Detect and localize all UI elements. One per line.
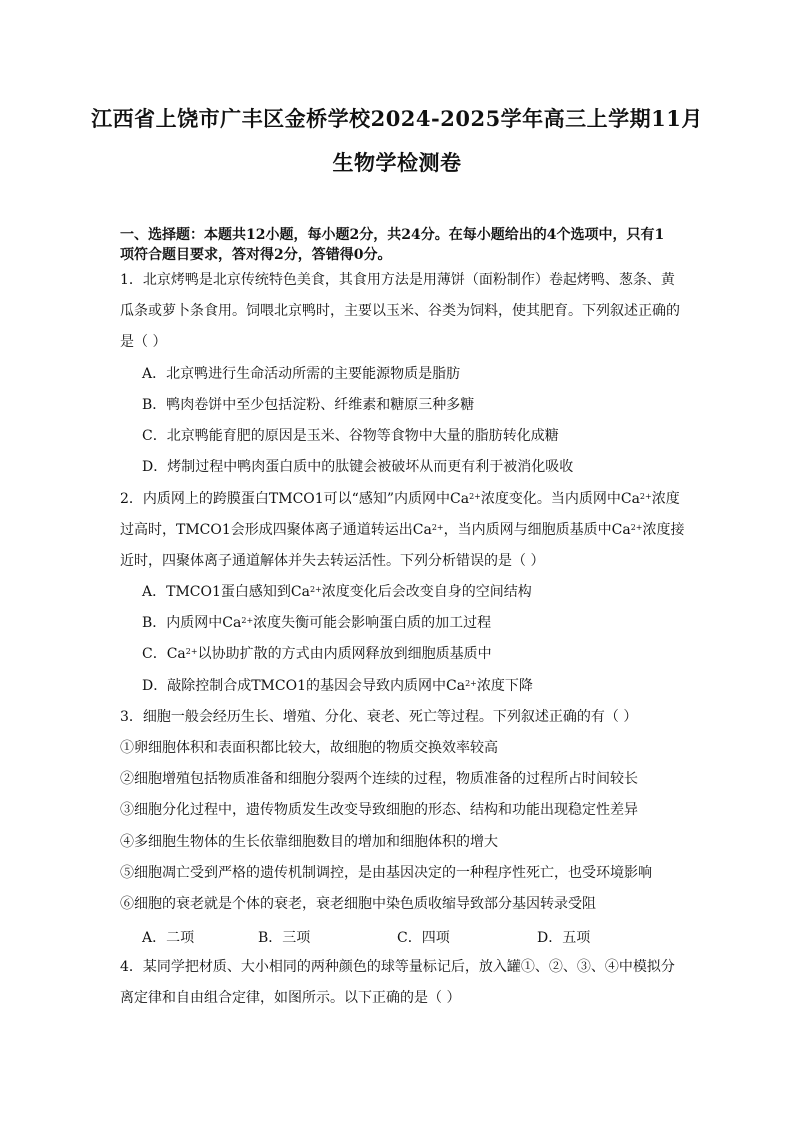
q3-statement-1: ①卵细胞体积和表面积都比较大，故细胞的物质交换效率较高 bbox=[120, 740, 498, 756]
q1-option-c: C．北京鸭能育肥的原因是玉米、谷物等食物中大量的脂肪转化成糖 bbox=[142, 428, 559, 444]
q2-option-c: C．$Ca^{2+}$以协助扩散的方式由内质网释放到细胞质基质中 bbox=[142, 646, 492, 662]
section-heading-line2: 项符合题目要求，答对得2分，答错得0分。 bbox=[120, 247, 392, 263]
q3-statement-4: ④多细胞生物体的生长依靠细胞数目的增加和细胞体积的增大 bbox=[120, 834, 498, 850]
q1-stem-line3: 是（ ） bbox=[120, 334, 167, 350]
q4-stem-line2: 离定律和自由组合定律，如图所示。以下正确的是（ ） bbox=[120, 990, 461, 1006]
q2-option-d: D．敲除控制合成TMCO1的基因会导致内质网中$Ca^{2+}$浓度下降 bbox=[142, 678, 533, 694]
q3-choice-a: A．二项 bbox=[142, 930, 195, 946]
q3-statement-2: ②细胞增殖包括物质准备和细胞分裂两个连续的过程，物质准备的过程所占时间较长 bbox=[120, 771, 638, 787]
q3-choice-d: D．五项 bbox=[537, 930, 591, 946]
section-heading-line1: 一、选择题：本题共12小题，每小题2分，共24分。在每小题给出的4个选项中，只有1 bbox=[120, 227, 665, 243]
q3-stem: 3．细胞一般会经历生长、增殖、分化、衰老、死亡等过程。下列叙述正确的有（ ） bbox=[120, 709, 638, 725]
q1-option-d: D．烤制过程中鸭肉蛋白质中的肽键会被破坏从而更有利于被消化吸收 bbox=[142, 459, 574, 475]
q2-stem-line1: 2．内质网上的跨膜蛋白TMCO1可以“感知”内质网中$Ca^{2+}$浓度变化。当内质网中$Ca^{2+}$浓度 bbox=[120, 491, 680, 507]
q1-option-b: B．鸭肉卷饼中至少包括淀粉、纤维素和糖原三种多糖 bbox=[142, 397, 475, 413]
q1-stem-line1: 1．北京烤鸭是北京传统特色美食，其食用方法是用薄饼（面粉制作）卷起烤鸭、葱条、黄 bbox=[120, 272, 675, 288]
q3-choice-b: B．三项 bbox=[258, 930, 311, 946]
q3-statement-6: ⑥细胞的衰老就是个体的衰老，衰老细胞中染色质收缩导致部分基因转录受阻 bbox=[120, 896, 596, 912]
exam-title-line2: 生物学检测卷 bbox=[332, 150, 462, 175]
q4-stem-line1: 4．某同学把材质、大小相同的两种颜色的球等量标记后，放入罐①、②、③、④中模拟分 bbox=[120, 959, 675, 975]
q2-stem-line3: 近时，四聚体离子通道解体并失去转运活性。下列分析错误的是（ ） bbox=[120, 553, 545, 569]
q2-option-a: A．TMCO1蛋白感知到$Ca^{2+}$浓度变化后会改变自身的空间结构 bbox=[142, 584, 532, 600]
q3-statement-3: ③细胞分化过程中，遗传物质发生改变导致细胞的形态、结构和功能出现稳定性差异 bbox=[120, 802, 638, 818]
q2-stem-line2: 过高时，TMCO1会形成四聚体离子通道转运出$Ca^{2+}$，当内质网与细胞质基质中$Ca^{2+}$浓度接 bbox=[120, 522, 685, 538]
q3-statement-5: ⑤细胞凋亡受到严格的遗传机制调控，是由基因决定的一种程序性死亡，也受环境影响 bbox=[120, 865, 652, 881]
q3-choice-c: C．四项 bbox=[397, 930, 450, 946]
q2-option-b: B．内质网中$Ca^{2+}$浓度失衡可能会影响蛋白质的加工过程 bbox=[142, 615, 492, 631]
q1-stem-line2: 瓜条或萝卜条食用。饲喂北京鸭时，主要以玉米、谷类为饲料，使其肥育。下列叙述正确的 bbox=[120, 303, 680, 319]
q1-option-a: A．北京鸭进行生命活动所需的主要能源物质是脂肪 bbox=[142, 366, 461, 382]
exam-title-line1: 江西省上饶市广丰区金桥学校2024-2025学年高三上学期11月 bbox=[91, 106, 703, 131]
q3-choices bbox=[142, 927, 702, 945]
